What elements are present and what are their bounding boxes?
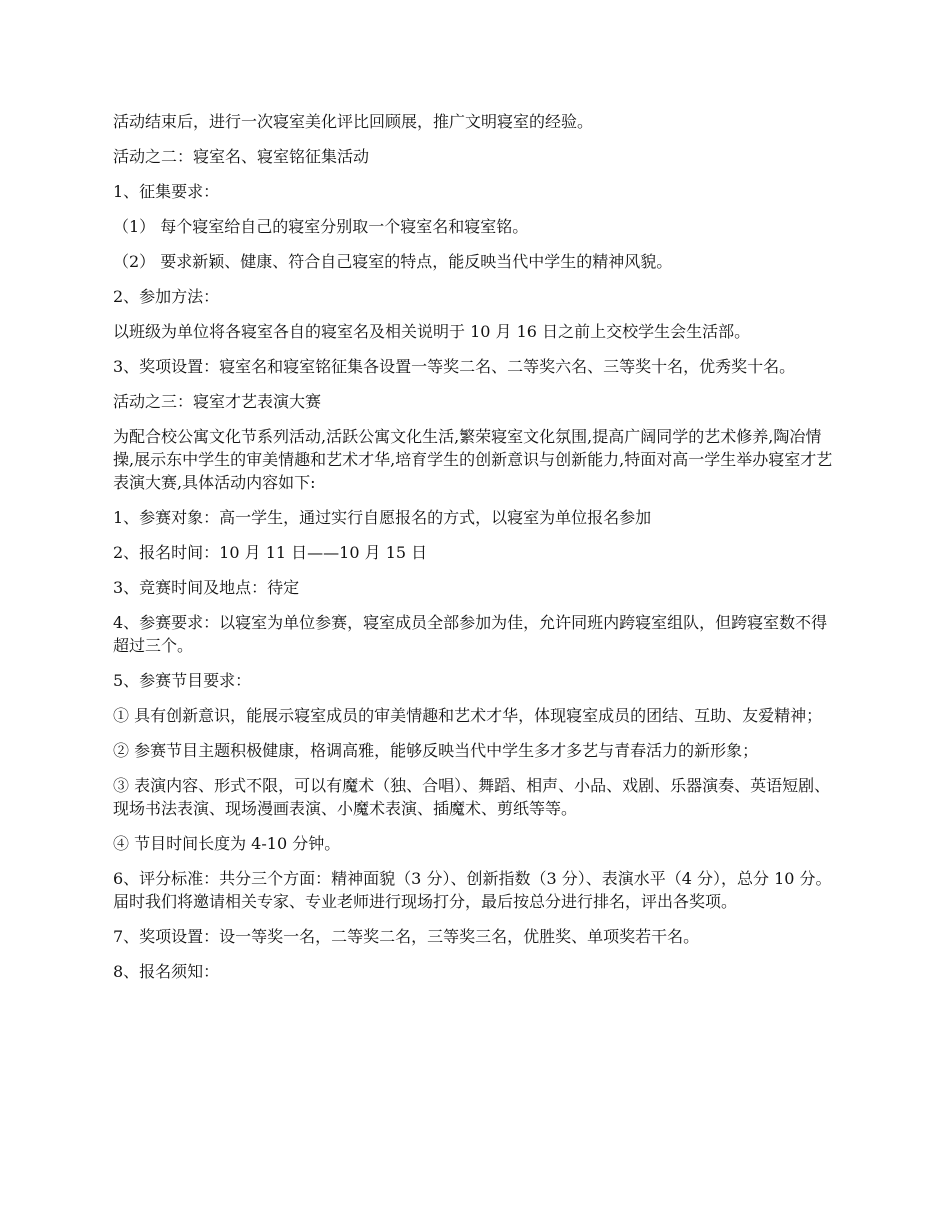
paragraph-participation-method: 2、参加方法：	[113, 287, 220, 306]
paragraph-submission-details: 以班级为单位将各寝室各自的寝室名及相关说明于 10 月 16 日之前上交校学生会生活部。	[113, 322, 751, 341]
paragraph-requirement-2: （2） 要求新颖、健康、符合自己寝室的特点，能反映当代中学生的精神风貌。	[113, 252, 673, 271]
paragraph-contest-intro: 为配合校公寓文化节系列活动,活跃公寓文化生活,繁荣寝室文化氛围,提高广阔同学的艺术修养,陶冶情操,展示东中学生的审美情趣和艺术才华,培育学生的创新意识与创新能力,特面对高一学生举办寝室才艺表演大赛,具体活动内容如下:	[113, 427, 833, 492]
paragraph-program-item-1: ① 具有创新意识，能展示寝室成员的审美情趣和艺术才华，体现寝室成员的团结、互助、友爱精神；	[113, 706, 823, 725]
paragraph-program-item-4: ④ 节目时间长度为 4-10 分钟。	[113, 834, 341, 853]
paragraph-award-settings-contest: 7、奖项设置：设一等奖一名，二等奖二名，三等奖三名，优胜奖、单项奖若干名。	[113, 927, 700, 946]
heading-activity-three: 活动之三：寝室才艺表演大赛	[113, 392, 322, 411]
paragraph-scoring-criteria: 6、评分标准：共分三个方面：精神面貌（3 分）、创新指数（3 分）、表演水平（4 分），总分 10 分。届时我们将邀请相关专家、专业老师进行现场打分，最后按总分进行排名，评出各奖项。	[113, 869, 832, 911]
paragraph-activity-review: 活动结束后，进行一次寝室美化评比回顾展，推广文明寝室的经验。	[113, 112, 594, 131]
paragraph-participants: 1、参赛对象：高一学生，通过实行自愿报名的方式，以寝室为单位报名参加	[113, 508, 652, 527]
paragraph-program-requirements: 5、参赛节目要求：	[113, 671, 252, 690]
paragraph-collection-requirements: 1、征集要求：	[113, 182, 220, 201]
document-body	[113, 110, 838, 995]
paragraph-award-settings-collection: 3、奖项设置：寝室名和寝室铭征集各设置一等奖二名、二等奖六名、三等奖十名，优秀奖十名。	[113, 357, 796, 376]
paragraph-contest-time-place: 3、竞赛时间及地点：待定	[113, 578, 300, 597]
heading-activity-two: 活动之二：寝室名、寝室铭征集活动	[113, 147, 370, 166]
paragraph-program-item-3: ③ 表演内容、形式不限，可以有魔术（独、合唱）、舞蹈、相声、小品、戏剧、乐器演奏、英语短剧、现场书法表演、现场漫画表演、小魔术表演、插魔术、剪纸等等。	[113, 776, 831, 818]
paragraph-registration-notice: 8、报名须知：	[113, 962, 220, 981]
paragraph-program-item-2: ② 参赛节目主题积极健康，格调高雅，能够反映当代中学生多才多艺与青春活力的新形象；	[113, 741, 759, 760]
paragraph-registration-time: 2、报名时间：10 月 11 日——10 月 15 日	[113, 543, 428, 562]
paragraph-requirement-1: （1） 每个寝室给自己的寝室分别取一个寝室名和寝室铭。	[113, 217, 529, 236]
paragraph-contest-requirements: 4、参赛要求：以寝室为单位参赛，寝室成员全部参加为佳，允许同班内跨寝室组队，但跨寝室数不得超过三个。	[113, 613, 828, 655]
